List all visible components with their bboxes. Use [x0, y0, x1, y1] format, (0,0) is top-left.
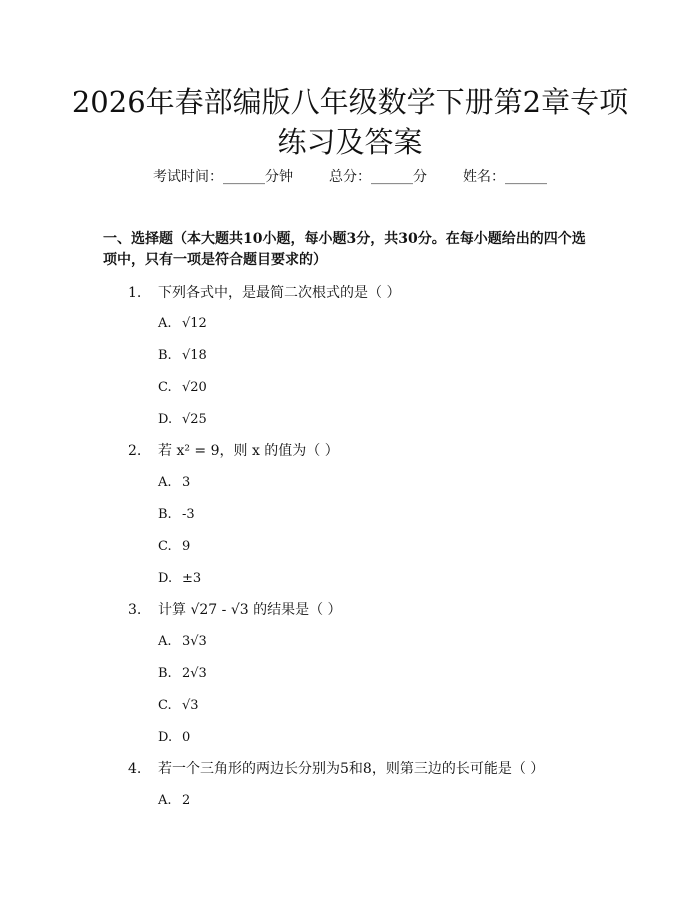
question-4: [128, 759, 544, 779]
option-label: B.: [158, 666, 172, 681]
student-name-label: 姓名：______: [463, 169, 547, 185]
document-title-line1: 2026年春部编版八年级数学下册第2章专项: [71, 85, 629, 119]
option-text: √18: [182, 348, 207, 363]
option-label: A.: [158, 316, 172, 331]
option-text: -3: [182, 507, 195, 522]
option-text: 3√3: [182, 634, 207, 649]
option-label: A.: [158, 475, 172, 490]
question-text: 计算 √27 - √3 的结果是（ ）: [158, 602, 342, 618]
question-number: 3.: [128, 602, 142, 618]
option-text: √25: [182, 412, 207, 427]
option-text: 9: [182, 539, 191, 554]
question-number: 1.: [128, 285, 142, 301]
question-3-option-d: [158, 728, 190, 748]
section-heading-line2: 项中，只有一项是符合题目要求的）: [103, 252, 327, 268]
question-3: [128, 600, 342, 620]
question-2-option-d: [158, 569, 201, 589]
option-text: √12: [182, 316, 207, 331]
option-text: √20: [182, 380, 207, 395]
option-label: B.: [158, 348, 172, 363]
question-2-option-c: [158, 537, 190, 557]
option-label: B.: [158, 507, 172, 522]
question-number: 2.: [128, 443, 142, 459]
option-text: 0: [182, 730, 191, 745]
option-label: A.: [158, 793, 172, 808]
question-1-option-b: [158, 346, 207, 366]
question-3-option-a: [158, 632, 207, 652]
question-text: 若一个三角形的两边长分别为5和8，则第三边的长可能是（ ）: [158, 761, 545, 777]
total-score-label: 总分：______分: [329, 169, 427, 185]
question-1: [128, 283, 400, 303]
exam-time-label: 考试时间：______分钟: [153, 169, 293, 185]
option-label: C.: [158, 380, 172, 395]
option-label: D.: [158, 571, 173, 586]
document-title-line2: 练习及答案: [277, 125, 423, 159]
option-label: D.: [158, 412, 173, 427]
exam-info-line: [0, 167, 700, 187]
question-2: [128, 441, 339, 461]
question-number: 4.: [128, 761, 142, 777]
option-text: ±3: [182, 571, 202, 586]
option-label: C.: [158, 539, 172, 554]
question-1-option-c: [158, 378, 207, 398]
question-text: 下列各式中，是最简二次根式的是（ ）: [158, 285, 401, 301]
section-heading-line1: 一、选择题（本大题共10小题，每小题3分，共30分。在每小题给出的四个选: [103, 231, 586, 247]
option-label: C.: [158, 698, 172, 713]
option-text: 2: [182, 793, 191, 808]
question-text: 若 x² = 9，则 x 的值为（ ）: [158, 443, 339, 459]
option-text: √3: [182, 698, 199, 713]
question-3-option-c: [158, 696, 199, 716]
option-text: 3: [182, 475, 191, 490]
question-2-option-a: [158, 473, 190, 493]
option-label: A.: [158, 634, 172, 649]
option-text: 2√3: [182, 666, 207, 681]
question-1-option-a: [158, 314, 207, 334]
question-4-option-a: [158, 791, 190, 811]
option-label: D.: [158, 730, 173, 745]
question-3-option-b: [158, 664, 207, 684]
question-2-option-b: [158, 505, 195, 525]
question-1-option-d: [158, 410, 207, 430]
